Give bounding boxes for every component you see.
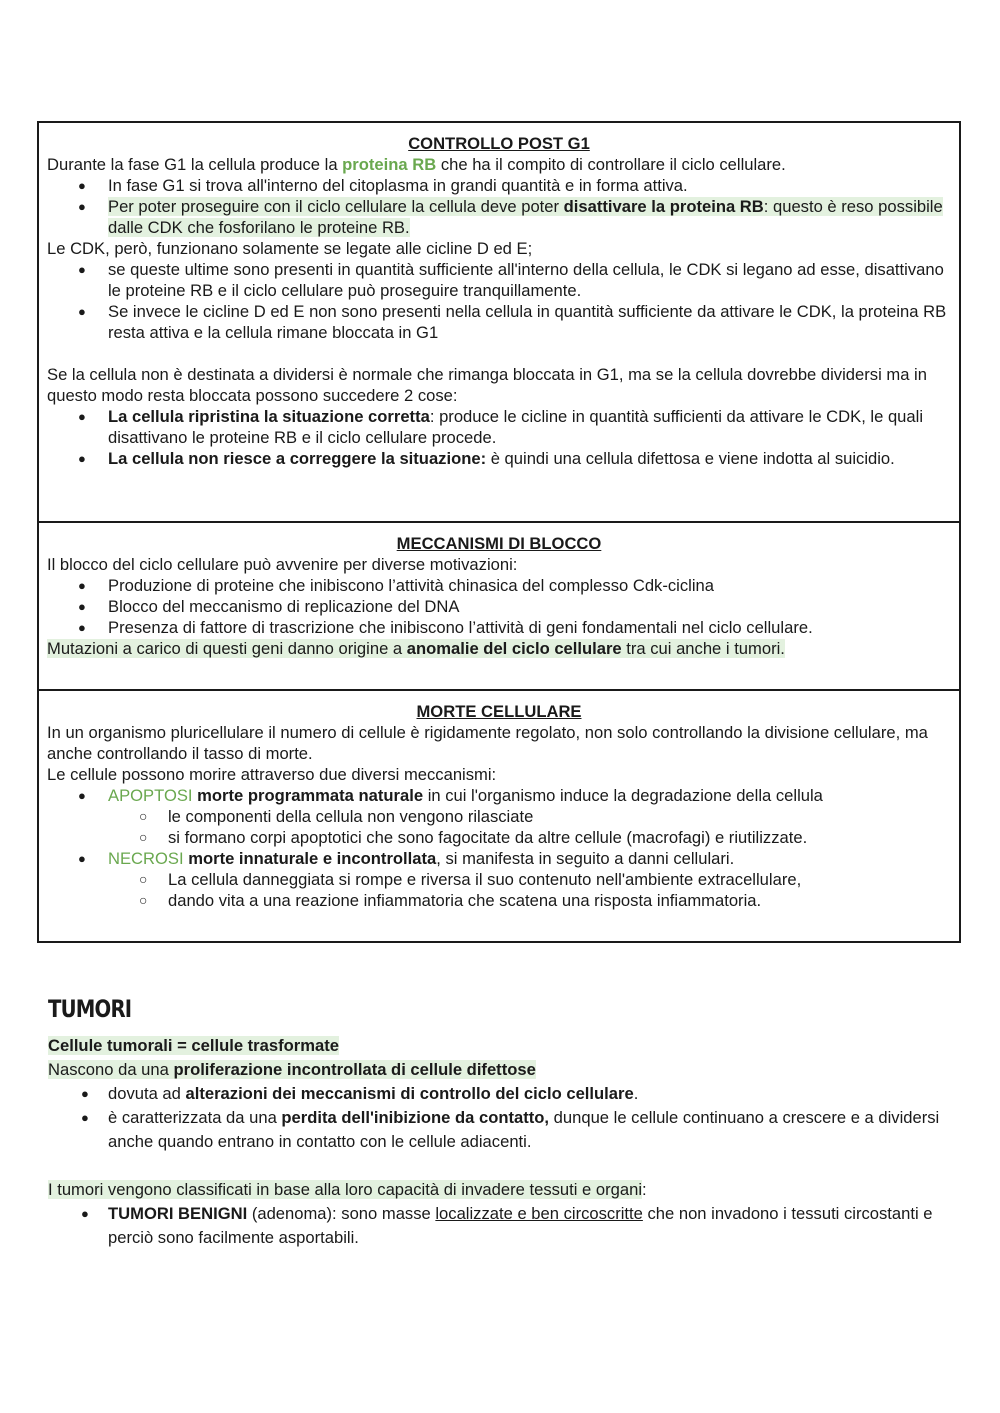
list-item: ● se queste ultime sono presenti in quantità sufficiente all'interno della cellula, le CDK si legano ad esse, disattivano le proteine RB e il ciclo cellulare può proseguire tranquillamente. — [47, 259, 951, 301]
list-item: ○ dando vita a una reazione infiammatoria che scatena una risposta infiammatoria. — [47, 890, 951, 911]
tumori-section — [48, 994, 968, 1250]
paragraph: Le CDK, però, funzionano solamente se legate alle cicline D ed E; — [47, 239, 533, 258]
list-item: ● NECROSI morte innaturale e incontrollata, si manifesta in seguito a danni cellulari. ○ La cellula danneggiata si rompe e riversa il suo contenuto nell'ambiente extracellulare, ○ dando vita a una reazione infiammatoria che scatena una risposta infiammatoria. — [47, 848, 951, 911]
list-item: ● Se invece le cicline D ed E non sono presenti nella cellula in quantità sufficiente da attivare le CDK, la proteina RB resta attiva e la cellula rimane bloccata in G1 — [47, 301, 951, 343]
section-title: MECCANISMI DI BLOCCO — [396, 534, 602, 553]
list-item: ● TUMORI BENIGNI (adenoma): sono masse localizzate e ben circoscritte che non invadono i tessuti circostanti e perciò sono facilmente asportabili. — [48, 1202, 968, 1250]
paragraph: I tumori vengono classificati in base alla loro capacità di invadere tessuti e organi: — [48, 1180, 647, 1199]
list-item: ● La cellula non riesce a correggere la situazione: è quindi una cellula difettosa e viene indotta al suicidio. — [47, 448, 951, 469]
heading-tumori: TUMORI — [48, 995, 132, 1023]
highlight-term: proteina RB — [342, 155, 437, 174]
list-item: ● Presenza di fattore di trascrizione che inibiscono l’attività di geni fondamentali nel ciclo cellulare. — [47, 617, 951, 638]
paragraph: In un organismo pluricellulare il numero di cellule è rigidamente regolato, non solo controllando la divisione cellulare, ma anche controllando il tasso di morte. — [47, 723, 928, 763]
paragraph: Durante la fase G1 la cellula produce la proteina RB che ha il compito di controllare il ciclo cellulare. — [47, 155, 786, 174]
bullet-list — [47, 575, 951, 638]
section-title: CONTROLLO POST G1 — [408, 134, 590, 153]
list-item: ● Blocco del meccanismo di replicazione del DNA — [47, 596, 951, 617]
list-item: ○ si formano corpi apoptotici che sono fagocitate da altre cellule (macrofagi) e riutilizzate. — [47, 827, 951, 848]
paragraph: Il blocco del ciclo cellulare può avvenire per diverse motivazioni: — [47, 555, 518, 574]
bullet-list — [47, 406, 951, 469]
bullet-list — [48, 1202, 968, 1250]
section-title: MORTE CELLULARE — [416, 702, 582, 721]
paragraph: Se la cellula non è destinata a dividersi è normale che rimanga bloccata in G1, ma se la cellula dovrebbe dividersi ma in questo modo resta bloccata possono succedere 2 cose: — [47, 365, 927, 405]
list-item: ● dovuta ad alterazioni dei meccanismi di controllo del ciclo cellulare. — [48, 1082, 968, 1106]
section-controllo — [38, 122, 960, 522]
list-item: ● In fase G1 si trova all'interno del citoplasma in grandi quantità e in forma attiva. — [47, 175, 951, 196]
list-item: ○ La cellula danneggiata si rompe e riversa il suo contenuto nell'ambiente extracellulare, — [47, 869, 951, 890]
list-item: ● Per poter proseguire con il ciclo cellulare la cellula deve poter disattivare la proteina RB: questo è reso possibile dalle CDK che fosforilano le proteine RB. — [47, 196, 951, 238]
sub-list — [47, 806, 951, 848]
paragraph: Cellule tumorali = cellule trasformate — [48, 1036, 339, 1055]
notes-table — [37, 121, 961, 943]
list-item: ● è caratterizzata da una perdita dell'inibizione da contatto, dunque le cellule continuano a crescere e a dividersi anche quando entrano in contatto con le cellule adiacenti. — [48, 1106, 968, 1154]
sub-list — [47, 869, 951, 911]
list-item: ● La cellula ripristina la situazione corretta: produce le cicline in quantità sufficienti da attivare le CDK, le quali disattivano le proteine RB e il ciclo cellulare procede. — [47, 406, 951, 448]
list-item: ● Produzione di proteine che inibiscono l’attività chinasica del complesso Cdk-ciclina — [47, 575, 951, 596]
bullet-list — [47, 785, 951, 911]
paragraph: Le cellule possono morire attraverso due diversi meccanismi: — [47, 765, 497, 784]
list-item: ○ le componenti della cellula non vengono rilasciate — [47, 806, 951, 827]
bullet-list — [47, 175, 951, 238]
paragraph: Nascono da una proliferazione incontrollata di cellule difettose — [48, 1060, 536, 1079]
paragraph: Mutazioni a carico di questi geni danno origine a anomalie del ciclo cellulare tra cui anche i tumori. — [47, 639, 785, 658]
section-morte — [38, 690, 960, 942]
bullet-list — [48, 1082, 968, 1154]
bullet-list — [47, 259, 951, 343]
section-blocco — [38, 522, 960, 690]
list-item: ● APOPTOSI morte programmata naturale in cui l'organismo induce la degradazione della cellula ○ le componenti della cellula non vengono rilasciate ○ si formano corpi apoptotici che sono fagocitate da altre cellule (macrofagi) e riutilizzate. — [47, 785, 951, 848]
